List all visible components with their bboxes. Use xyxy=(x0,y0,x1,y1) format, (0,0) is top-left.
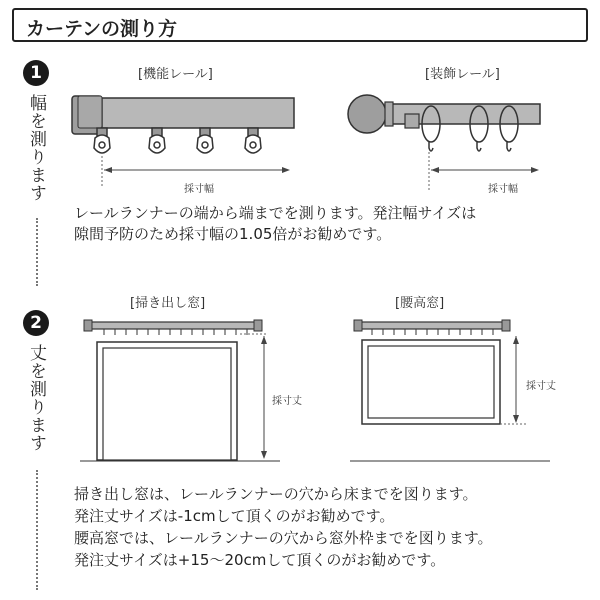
finial-collar xyxy=(385,102,393,126)
step-2-badge: 2 xyxy=(23,310,49,336)
rail-bar xyxy=(88,322,258,329)
step-1-badge: 1 xyxy=(23,60,49,86)
step-2-text-line-3: 腰高窓では、レールランナーの穴から窓外枠までを図ります。 xyxy=(74,529,493,547)
length-label-right: 採寸丈 xyxy=(526,381,556,392)
decorative-rail-label: [装飾レール] xyxy=(425,67,500,82)
runner-hook xyxy=(197,128,213,153)
rail-bar xyxy=(90,98,294,128)
functional-rail-label: [機能レール] xyxy=(138,67,213,82)
step-1-label: 幅を測ります xyxy=(26,94,46,202)
page-title: カーテンの測り方 xyxy=(26,18,178,40)
width-label-right: 採寸幅 xyxy=(488,184,518,195)
rail-runners xyxy=(372,329,493,335)
step-2-label: 丈を測ります xyxy=(26,344,46,452)
runner-hook xyxy=(94,128,110,153)
title-bar xyxy=(12,8,588,42)
rail-bar xyxy=(358,322,508,329)
window-frame-inner xyxy=(103,348,231,460)
waist-window-diagram xyxy=(350,318,590,468)
step-1-separator xyxy=(36,218,38,286)
rail-end-cap-inner xyxy=(78,96,102,128)
waist-window-label: [腰高窓] xyxy=(395,296,445,311)
step-2-text-line-2: 発注丈サイズは-1cmして頂くのがお勧めです。 xyxy=(74,507,395,525)
runner-hook xyxy=(149,128,165,153)
window-frame-inner xyxy=(368,346,494,418)
rail-end xyxy=(502,320,510,331)
width-label-left: 採寸幅 xyxy=(184,184,214,195)
step-2-text-line-4: 発注丈サイズは+15〜20cmして頂くのがお勧めです。 xyxy=(74,551,446,569)
step-1-text-line-2: 隙間予防のため採寸幅の1.05倍がお勧めです。 xyxy=(74,225,392,243)
finial-ball xyxy=(348,95,386,133)
floor-window-label: [掃き出し窓] xyxy=(130,296,206,311)
rail-runners xyxy=(104,329,247,335)
step-2-separator xyxy=(36,470,38,590)
step-2-text-line-1: 掃き出し窓は、レールランナーの穴から床までを図ります。 xyxy=(74,485,478,503)
runner-hook xyxy=(245,128,261,153)
length-label-left: 採寸丈 xyxy=(272,396,302,407)
step-1-text-line-1: レールランナーの端から端までを測ります。発注幅サイズは xyxy=(74,204,477,222)
rail-end xyxy=(354,320,362,331)
rail-end xyxy=(254,320,262,331)
rail-end xyxy=(84,320,92,331)
bracket xyxy=(405,114,419,128)
